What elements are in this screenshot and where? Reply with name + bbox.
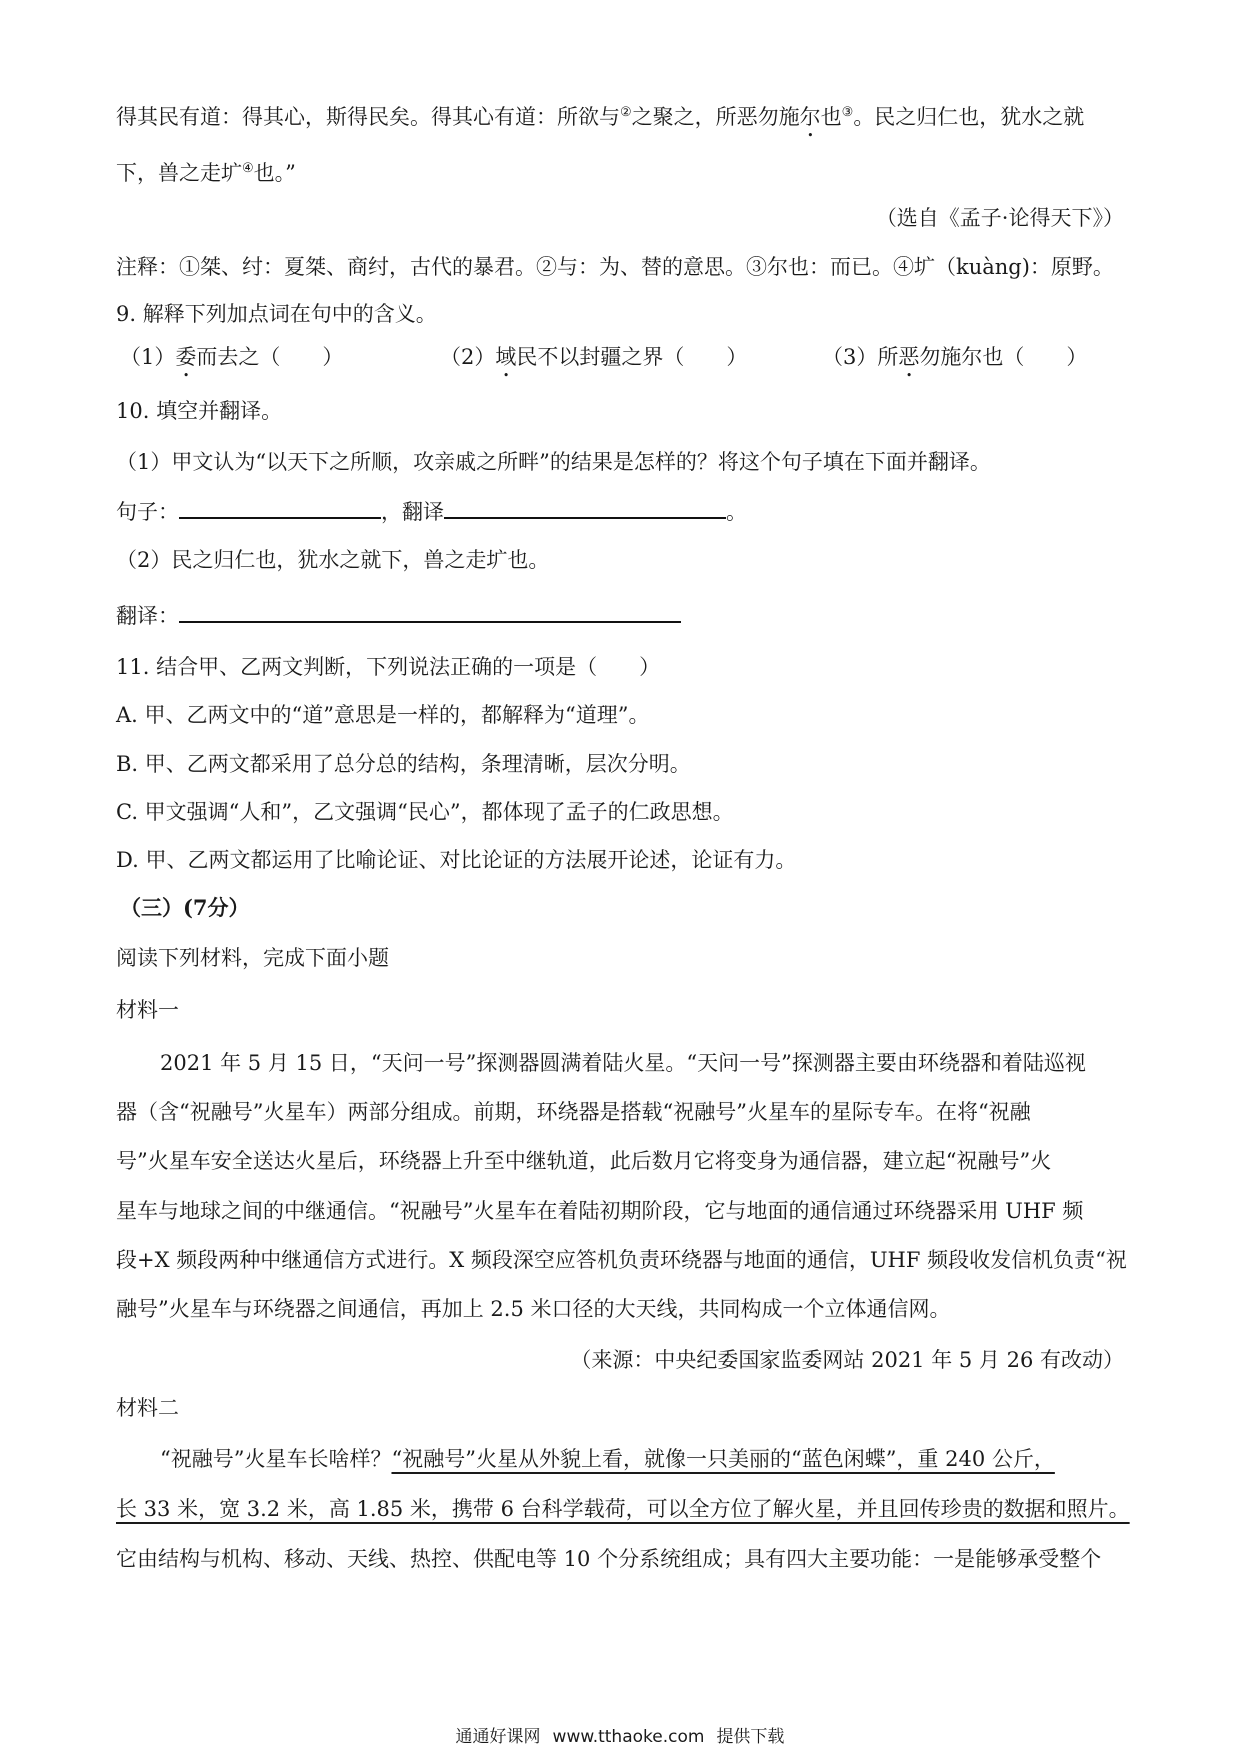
passage-text: 。民之归仁也，犹水之就 bbox=[853, 105, 1085, 129]
dotted-character: 恶 bbox=[898, 345, 920, 369]
sentence-answer-blank[interactable] bbox=[179, 495, 381, 519]
passage-line-1 bbox=[116, 98, 1084, 142]
question-9-options bbox=[120, 342, 1087, 382]
passage-text: 得其民有道：得其心，斯得民矣。得其心有道：所欲与 bbox=[116, 105, 620, 129]
dotted-character: 尔 bbox=[799, 105, 821, 129]
footnote-marker: ② bbox=[620, 105, 632, 120]
question-10-sub-2: （2）民之归仁也，犹水之就下，兽之走圹也。 bbox=[116, 548, 550, 572]
material-1-source: （来源：中央纪委国家监委网站 2021 年 5 月 26 有改动） bbox=[570, 1348, 1124, 1372]
translation-answer-blank[interactable] bbox=[444, 495, 726, 519]
underlined-sentence: “祝融号”火星从外貌上看，就像一只美丽的“蓝色闲蝶”，重 240 公斤， bbox=[391, 1447, 1055, 1471]
section-3-instruction: 阅读下列材料，完成下面小题 bbox=[116, 946, 389, 970]
footer-suffix: 提供下载 bbox=[716, 1727, 785, 1747]
material-1-line: 融号”火星车与环绕器之间通信，再加上 2.5 米口径的大天线，共同构成一个立体通信网。 bbox=[116, 1297, 951, 1321]
question-11-option-d: D. 甲、乙两文都运用了比喻论证、对比论证的方法展开论述，论证有力。 bbox=[116, 848, 797, 872]
material-1-line: 号”火星车安全送达火星后，环绕器上升至中继轨道，此后数月它将变身为通信器，建立起“祝融号”火 bbox=[116, 1149, 1052, 1173]
material-1-title: 材料一 bbox=[116, 998, 179, 1022]
footer-site-name: 通通好课网 bbox=[455, 1727, 541, 1747]
question-10-translation-row bbox=[116, 599, 681, 631]
passage-text: 也 bbox=[820, 105, 842, 129]
material-2-line-3: 它由结构与机构、移动、天线、热控、供配电等 10 个分系统组成；具有四大主要功能：一是能够承受整个 bbox=[116, 1547, 1102, 1571]
page-footer bbox=[0, 1722, 1240, 1747]
material-2-line-1 bbox=[160, 1444, 1055, 1474]
passage-line-2 bbox=[116, 154, 296, 188]
question-9-stem: 9. 解释下列加点词在句中的含义。 bbox=[116, 302, 437, 326]
translation-answer-blank-2[interactable] bbox=[179, 599, 681, 623]
question-10-stem: 10. 填空并翻译。 bbox=[116, 399, 283, 423]
question-11-option-a: A. 甲、乙两文中的“道”意思是一样的，都解释为“道理”。 bbox=[116, 703, 650, 727]
material-1-line: 器（含“祝融号”火星车）两部分组成。前期，环绕器是搭载“祝融号”火星车的星际专车。在将“祝融 bbox=[116, 1100, 1031, 1124]
question-11-stem: 11. 结合甲、乙两文判断，下列说法正确的一项是（ ） bbox=[116, 655, 661, 679]
dotted-character: 域 bbox=[495, 345, 517, 369]
material-2-text: “祝融号”火星车长啥样？ bbox=[160, 1447, 392, 1471]
question-9-option-1: （1）委而去之（ ） bbox=[120, 345, 344, 369]
footnote-marker: ③ bbox=[841, 105, 854, 120]
material-1-line: 段+X 频段两种中继通信方式进行。X 频段深空应答机负责环绕器与地面的通信，UHF 频段收发信机负责“祝 bbox=[116, 1248, 1127, 1272]
material-1-line: 星车与地球之间的中继通信。“祝融号”火星车在着陆初期阶段，它与地面的通信通过环绕器采用 UHF 频 bbox=[116, 1199, 1084, 1223]
sentence-label: 句子： bbox=[116, 500, 179, 524]
question-11-option-b: B. 甲、乙两文都采用了总分总的结构，条理清晰，层次分明。 bbox=[116, 752, 691, 776]
material-2-title: 材料二 bbox=[116, 1396, 179, 1420]
passage-source: （选自《孟子·论得天下》） bbox=[875, 206, 1124, 230]
passage-text: 下，兽之走圹 bbox=[116, 161, 242, 185]
question-11-option-c: C. 甲文强调“人和”，乙文强调“民心”，都体现了孟子的仁政思想。 bbox=[116, 800, 734, 824]
material-2-line-2 bbox=[116, 1494, 1130, 1524]
question-9-option-2: （2）域民不以封疆之界（ ） bbox=[440, 345, 748, 369]
question-10-sentence-row: 句子： ，翻译 。 bbox=[116, 495, 747, 527]
footer-url[interactable]: www.tthaoke.com bbox=[552, 1727, 705, 1747]
translate-label: ，翻译 bbox=[381, 500, 444, 524]
passage-text: 也。” bbox=[253, 161, 296, 185]
section-3-heading: （三）(7分） bbox=[120, 895, 250, 920]
question-10-sub-1: （1）甲文认为“以天下之所顺，攻亲戚之所畔”的结果是怎样的？将这个句子填在下面并翻译。 bbox=[116, 450, 991, 474]
passage-text: 之聚之，所恶勿施 bbox=[631, 105, 800, 129]
question-9-option-3: （3）所恶勿施尔也（ ） bbox=[822, 345, 1088, 369]
footnote-marker: ④ bbox=[242, 161, 254, 176]
underlined-sentence: 长 33 米，宽 3.2 米，高 1.85 米，携带 6 台科学载荷，可以全方位了解火星，并且回传珍贵的数据和照片。 bbox=[116, 1497, 1130, 1521]
translate-label: 翻译： bbox=[116, 604, 179, 628]
dotted-character: 委 bbox=[175, 345, 197, 369]
material-1-line: 2021 年 5 月 15 日，“天问一号”探测器圆满着陆火星。“天问一号”探测器主要由环绕器和着陆巡视 bbox=[160, 1051, 1086, 1075]
passage-notes: 注释：①桀、纣：夏桀、商纣，古代的暴君。②与：为、替的意思。③尔也：而已。④圹（kuàng)：原野。 bbox=[116, 255, 1114, 279]
